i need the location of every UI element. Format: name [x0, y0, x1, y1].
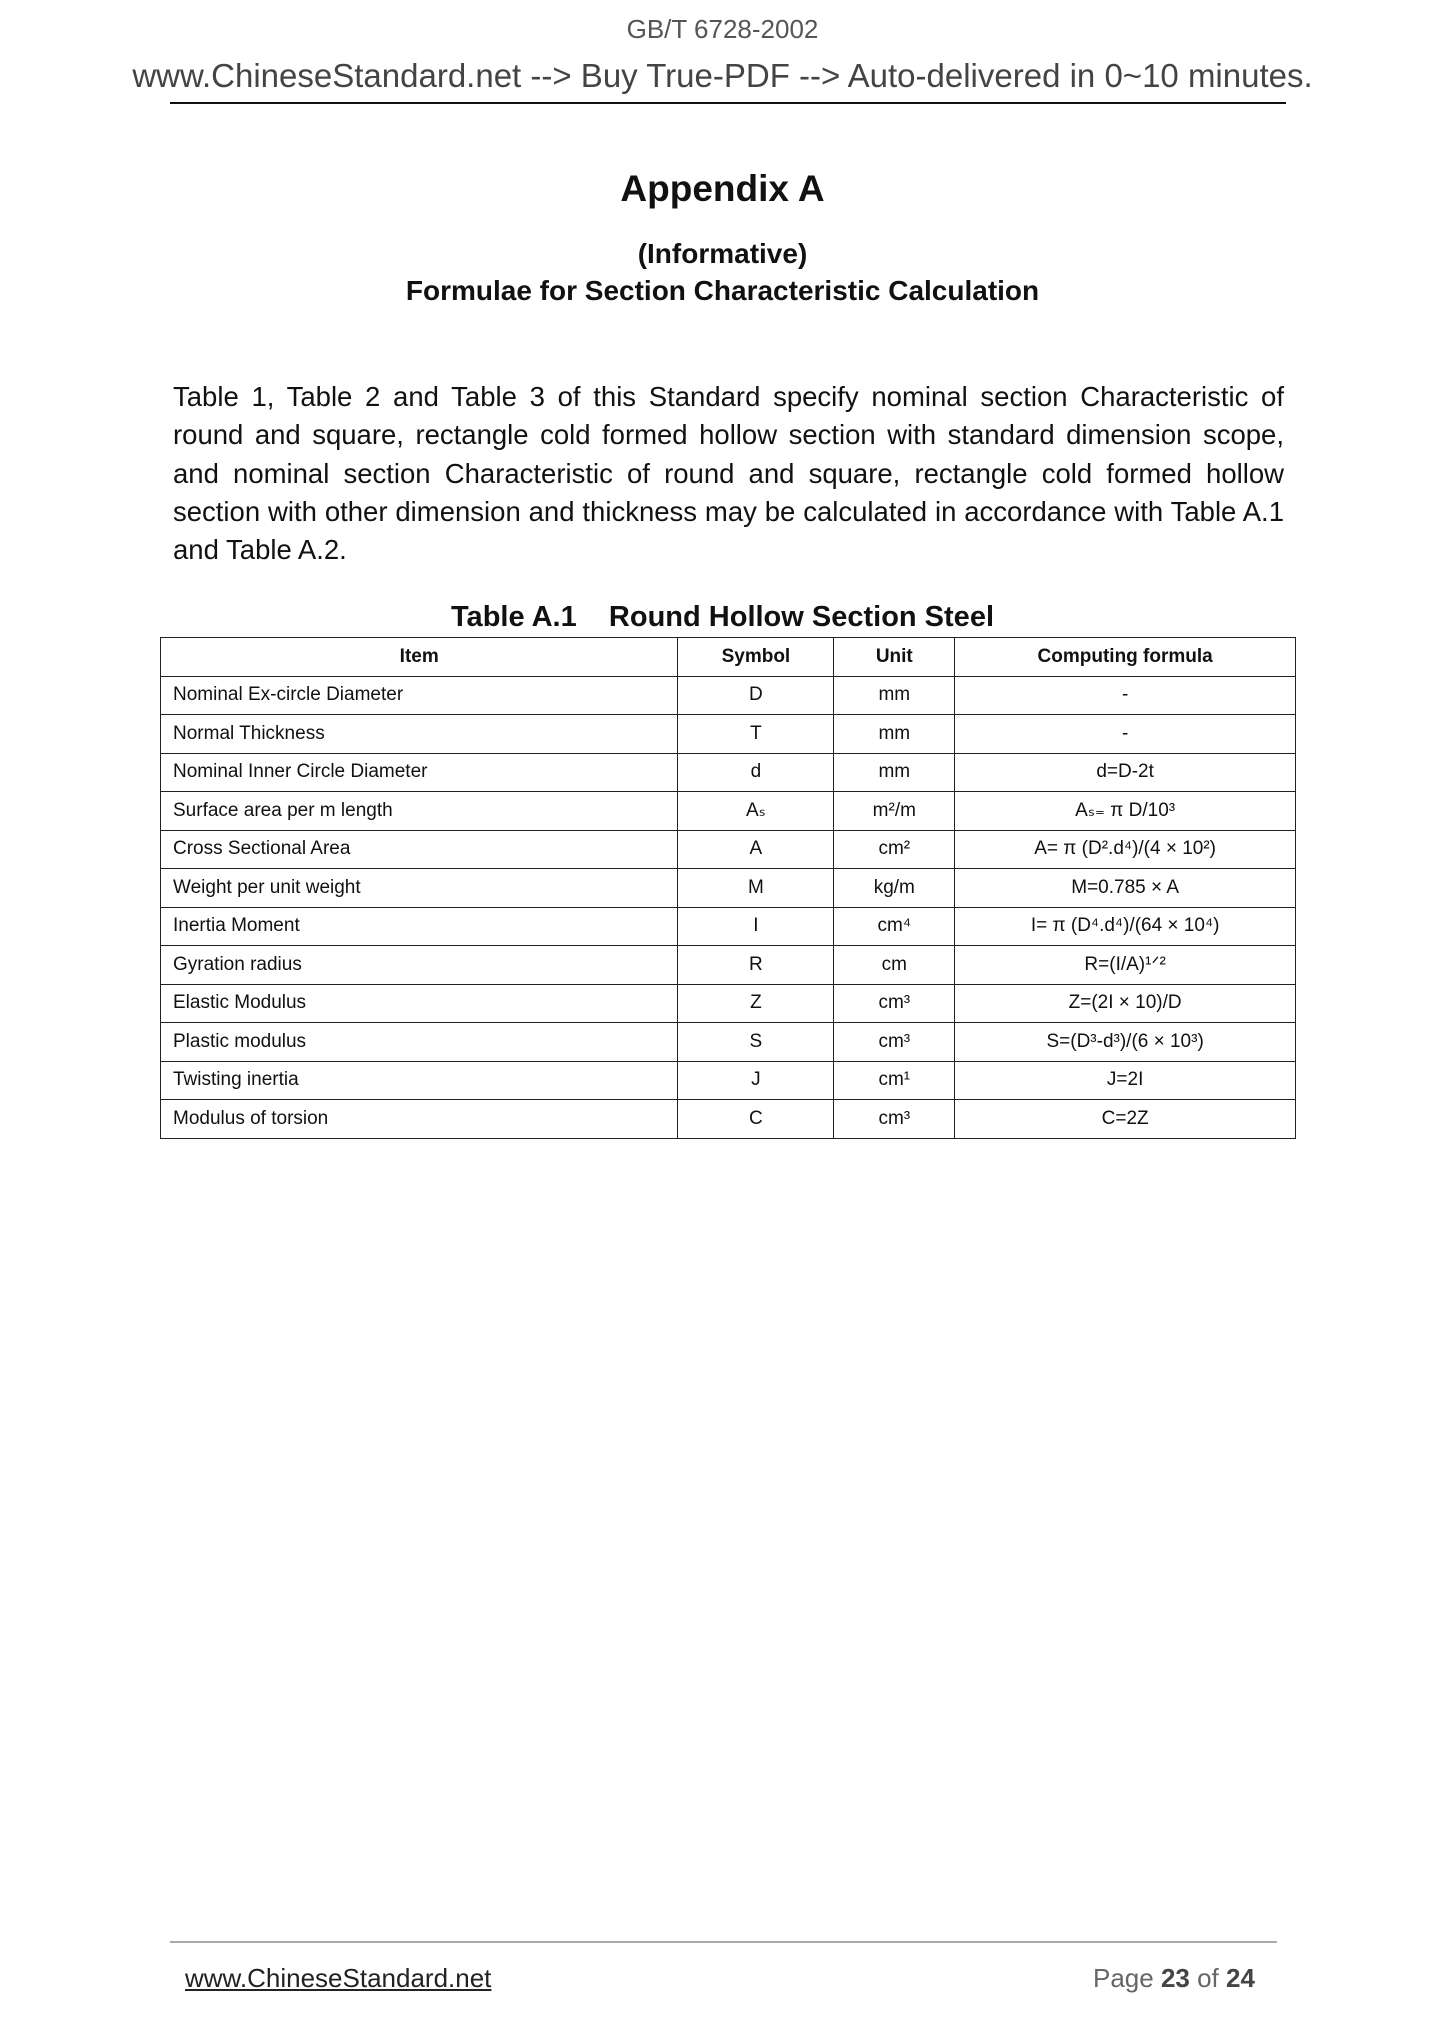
cell-item: Nominal Ex-circle Diameter — [161, 676, 678, 715]
table-row — [161, 715, 1296, 754]
table-row — [161, 1061, 1296, 1100]
cell-item: Weight per unit weight — [161, 869, 678, 908]
cell-unit: kg/m — [834, 869, 955, 908]
cell-formula: A= π (D².d⁴)/(4 × 10²) — [955, 830, 1296, 869]
cell-symbol: C — [678, 1100, 834, 1139]
table-row — [161, 753, 1296, 792]
cell-formula: I= π (D⁴.d⁴)/(64 × 10⁴) — [955, 907, 1296, 946]
table-row — [161, 1100, 1296, 1139]
cell-item: Modulus of torsion — [161, 1100, 678, 1139]
cell-item: Cross Sectional Area — [161, 830, 678, 869]
cell-unit: cm⁴ — [834, 907, 955, 946]
table-row — [161, 984, 1296, 1023]
cell-item: Twisting inertia — [161, 1061, 678, 1100]
cell-symbol: Z — [678, 984, 834, 1023]
table-caption: Table A.1 Round Hollow Section Steel — [451, 601, 994, 633]
page-total: 24 — [1226, 1963, 1255, 1993]
cell-formula: S=(D³-d³)/(6 × 10³) — [955, 1023, 1296, 1062]
cell-item: Nominal Inner Circle Diameter — [161, 753, 678, 792]
table-row — [161, 792, 1296, 831]
table-row — [161, 907, 1296, 946]
cell-symbol: M — [678, 869, 834, 908]
appendix-subtitle: (Informative) — [637, 238, 808, 269]
document-code: GB/T 6728-2002 — [626, 14, 819, 44]
cell-symbol: R — [678, 946, 834, 985]
footer-website-link[interactable]: www.ChineseStandard.net — [185, 1963, 492, 1993]
cell-symbol: Aₛ — [678, 792, 834, 831]
cell-item: Plastic modulus — [161, 1023, 678, 1062]
header-unit: Unit — [834, 638, 955, 677]
cell-unit: m²/m — [834, 792, 955, 831]
cell-symbol: A — [678, 830, 834, 869]
cell-unit: cm³ — [834, 984, 955, 1023]
table-row — [161, 946, 1296, 985]
cell-unit: cm² — [834, 830, 955, 869]
page-current: 23 — [1160, 1963, 1190, 1993]
cell-symbol: D — [678, 676, 834, 715]
page-number — [1093, 1963, 1255, 1994]
cell-formula: - — [955, 676, 1296, 715]
cell-symbol: d — [678, 753, 834, 792]
cell-formula: - — [955, 715, 1296, 754]
appendix-title: Appendix A — [620, 168, 825, 209]
cell-unit: mm — [834, 753, 955, 792]
table-header-row — [161, 638, 1296, 677]
cell-symbol: S — [678, 1023, 834, 1062]
header-symbol: Symbol — [678, 638, 834, 677]
table-row — [161, 830, 1296, 869]
cell-unit: mm — [834, 676, 955, 715]
header-formula: Computing formula — [955, 638, 1296, 677]
cell-unit: cm³ — [834, 1023, 955, 1062]
header-item: Item — [161, 638, 678, 677]
table-row — [161, 676, 1296, 715]
round-hollow-section-table — [160, 637, 1296, 1139]
cell-symbol: I — [678, 907, 834, 946]
cell-unit: cm¹ — [834, 1061, 955, 1100]
cell-unit: cm³ — [834, 1100, 955, 1139]
page-prefix: Page — [1093, 1963, 1161, 1993]
header-banner: www.ChineseStandard.net --> Buy True-PDF --> Auto-delivered in 0~10 minutes. — [132, 57, 1313, 94]
header-divider — [170, 102, 1286, 104]
cell-item: Inertia Moment — [161, 907, 678, 946]
cell-formula: J=2I — [955, 1061, 1296, 1100]
cell-formula: Z=(2I × 10)/D — [955, 984, 1296, 1023]
table-row — [161, 1023, 1296, 1062]
footer-divider — [170, 1941, 1277, 1943]
page-of: of — [1189, 1963, 1227, 1993]
cell-unit: mm — [834, 715, 955, 754]
body-paragraph: Table 1, Table 2 and Table 3 of this Standard specify nominal section Characteristic of round and square, rectangle cold formed hollow section with standard dimension scope, and nominal section Characteristic of round and square, rectangle cold formed hollow section with other dimension and thickness may be calculated in accordance with Table A.1 and Table A.2. — [173, 381, 1284, 566]
cell-formula: R=(I/A)¹ᐟ² — [955, 946, 1296, 985]
cell-formula: M=0.785 × A — [955, 869, 1296, 908]
appendix-heading: Formulae for Section Characteristic Calculation — [405, 275, 1040, 306]
cell-formula: d=D-2t — [955, 753, 1296, 792]
cell-item: Surface area per m length — [161, 792, 678, 831]
cell-symbol: T — [678, 715, 834, 754]
cell-item: Gyration radius — [161, 946, 678, 985]
cell-formula: Aₛ₌ π D/10³ — [955, 792, 1296, 831]
cell-symbol: J — [678, 1061, 834, 1100]
cell-unit: cm — [834, 946, 955, 985]
cell-item: Elastic Modulus — [161, 984, 678, 1023]
cell-formula: C=2Z — [955, 1100, 1296, 1139]
table-row — [161, 869, 1296, 908]
cell-item: Normal Thickness — [161, 715, 678, 754]
